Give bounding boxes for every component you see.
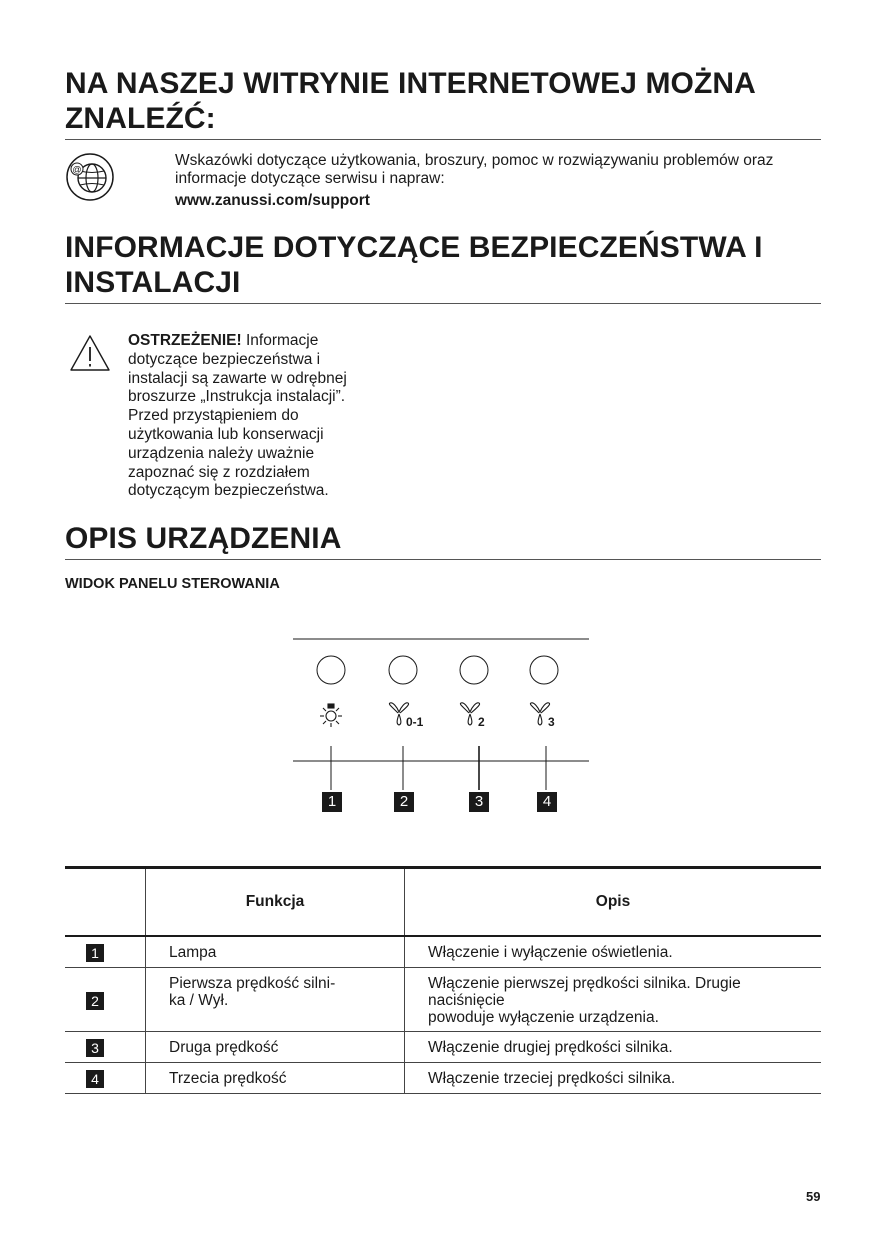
row-description: Włączenie trzeciej prędkości silnika.	[405, 1063, 822, 1094]
table-header-description: Opis	[595, 893, 631, 910]
globe-at-icon	[65, 152, 115, 202]
row-function: Druga prędkość	[146, 1032, 405, 1063]
fan-speed-2-button[interactable]	[460, 656, 488, 684]
fan-speed-3-icon	[530, 703, 549, 725]
row-description-line: powoduje wyłączenie urządzenia.	[428, 1009, 659, 1026]
fan-speed-2-icon	[460, 703, 479, 725]
row-description: Włączenie drugiej prędkości silnika.	[405, 1032, 822, 1063]
fan-speed-3-button[interactable]	[530, 656, 558, 684]
row-function	[146, 968, 405, 1032]
control-panel-diagram	[293, 636, 589, 816]
svg-text:@: @	[72, 164, 82, 175]
page-number: 59	[806, 1189, 821, 1204]
panel-number-1: 1	[322, 792, 342, 812]
panel-number-3: 3	[469, 792, 489, 812]
support-link[interactable]: www.zanussi.com/support	[175, 192, 370, 209]
row-function-line: Pierwsza prędkość silni-	[169, 975, 336, 992]
table-row	[65, 1063, 821, 1094]
web-info-block	[65, 150, 821, 210]
description-heading: OPIS URZĄDZENIA	[65, 521, 821, 560]
warning-body: Informacje dotyczące bezpieczeństwa i instalacji są zawarte w odrębnej broszurze „Instrukcja instalacji”. Przed przystąpieniem do użytkowania lub konserwacji urządzenia należy uważnie zapoznać się z rozdziałem dotyczącym bezpieczeństwa.	[128, 332, 347, 500]
table-row	[65, 968, 821, 1032]
row-number: 4	[86, 1070, 104, 1088]
functions-table	[65, 866, 821, 1094]
fan-speed-0-1-label: 0-1	[406, 715, 424, 729]
table-header-number	[65, 868, 146, 937]
row-function: Lampa	[146, 936, 405, 968]
row-number: 3	[86, 1039, 104, 1057]
lamp-icon	[320, 704, 342, 727]
row-description: Włączenie i wyłączenie oświetlenia.	[405, 936, 822, 968]
row-description	[405, 968, 822, 1032]
warning-triangle-icon	[69, 334, 111, 372]
fan-speed-0-1-button[interactable]	[389, 656, 417, 684]
table-header-row	[65, 868, 821, 937]
fan-speed-3-label: 3	[548, 715, 555, 729]
warning-label: OSTRZEŻENIE!	[128, 332, 242, 349]
row-number: 2	[86, 992, 104, 1010]
warning-text	[128, 332, 373, 501]
panel-subheading: WIDOK PANELU STEROWANIA	[65, 576, 280, 592]
fan-speed-2-label: 2	[478, 715, 485, 729]
web-heading: NA NASZEJ WITRYNIE INTERNETOWEJ MOŻNA ZNALEŹĆ:	[65, 66, 821, 140]
table-row	[65, 936, 821, 968]
panel-number-4: 4	[537, 792, 557, 812]
safety-heading: INFORMACJE DOTYCZĄCE BEZPIECZEŃSTWA I INSTALACJI	[65, 230, 821, 304]
row-function-line: ka / Wył.	[169, 992, 229, 1009]
web-info-text: Wskazówki dotyczące użytkowania, broszury, pomoc w rozwiązywaniu problemów oraz informacje dotyczące serwisu i napraw:	[175, 152, 774, 187]
panel-number-2: 2	[394, 792, 414, 812]
row-function: Trzecia prędkość	[146, 1063, 405, 1094]
control-panel-drawing	[293, 636, 589, 816]
lamp-button[interactable]	[317, 656, 345, 684]
row-number: 1	[86, 944, 104, 962]
row-description-line: Włączenie pierwszej prędkości silnika. Drugie naciśnięcie	[428, 975, 741, 1009]
table-header-function: Funkcja	[146, 868, 405, 937]
table-row	[65, 1032, 821, 1063]
